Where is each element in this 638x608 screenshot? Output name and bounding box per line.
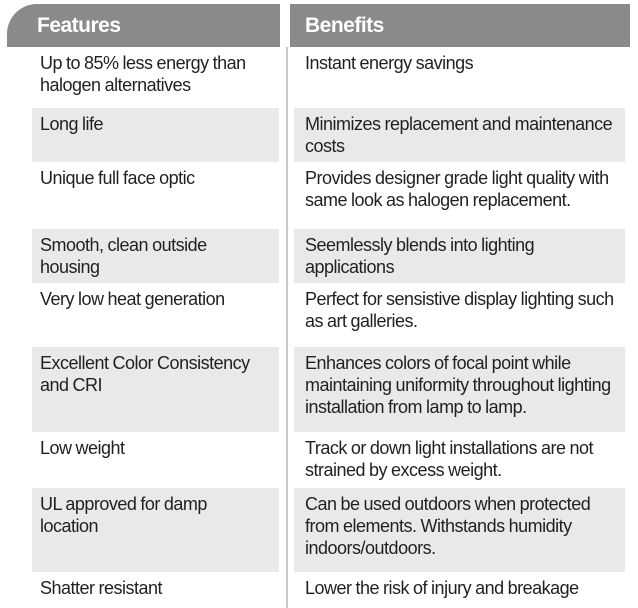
table-row xyxy=(0,283,638,347)
features-benefits-table xyxy=(0,4,638,598)
column-divider xyxy=(286,347,288,432)
column-divider xyxy=(286,432,288,488)
table-row xyxy=(0,432,638,488)
column-gutter xyxy=(279,572,294,608)
column-divider xyxy=(286,572,288,608)
feature-cell: Very low heat generation xyxy=(40,289,225,309)
feature-cell: Up to 85% less energy than halogen alternatives xyxy=(40,53,246,95)
column-gutter xyxy=(279,229,294,283)
table-body xyxy=(0,47,638,608)
table-row xyxy=(0,347,638,432)
feature-cell: Low weight xyxy=(40,438,125,458)
column-gutter xyxy=(279,108,294,162)
benefit-cell: Instant energy savings xyxy=(305,53,474,73)
column-gutter xyxy=(279,488,294,572)
feature-cell: UL approved for damp location xyxy=(32,488,279,572)
table-row xyxy=(0,47,638,108)
benefit-cell: Seemlessly blends into lighting applications xyxy=(294,229,625,283)
column-divider xyxy=(286,488,288,572)
table-header xyxy=(7,4,630,47)
column-gutter xyxy=(279,283,294,347)
column-divider xyxy=(286,108,288,162)
table-row xyxy=(0,162,638,229)
benefit-cell: Lower the risk of injury and breakage xyxy=(305,578,579,598)
column-divider xyxy=(286,229,288,283)
column-divider xyxy=(286,47,288,108)
column-gutter xyxy=(279,432,294,488)
benefit-cell: Minimizes replacement and maintenance costs xyxy=(294,108,625,162)
feature-cell: Long life xyxy=(32,108,279,162)
benefit-cell: Enhances colors of focal point while maintaining uniformity throughout lighting installation from lamp to lamp. xyxy=(294,347,625,432)
column-gutter xyxy=(279,162,294,229)
feature-cell: Unique full face optic xyxy=(40,168,195,188)
features-column-header: Features xyxy=(7,4,280,47)
feature-cell: Shatter resistant xyxy=(40,578,163,598)
benefit-cell: Provides designer grade light quality with same look as halogen replacement. xyxy=(305,168,609,210)
column-gutter xyxy=(279,47,294,108)
benefit-cell: Perfect for sensistive display lighting such as art galleries. xyxy=(305,289,614,331)
benefit-cell: Can be used outdoors when protected from elements. Withstands humidity indoors/outdoors. xyxy=(294,488,625,572)
benefits-column-header: Benefits xyxy=(290,4,630,47)
column-divider xyxy=(286,162,288,229)
table-row xyxy=(0,572,638,608)
table-row xyxy=(0,108,638,162)
benefit-cell: Track or down light installations are not strained by excess weight. xyxy=(305,438,593,480)
table-row xyxy=(0,229,638,283)
feature-cell: Smooth, clean outside housing xyxy=(32,229,279,283)
column-gutter xyxy=(279,347,294,432)
table-row xyxy=(0,488,638,572)
feature-cell: Excellent Color Consistency and CRI xyxy=(32,347,279,432)
column-divider xyxy=(286,283,288,347)
